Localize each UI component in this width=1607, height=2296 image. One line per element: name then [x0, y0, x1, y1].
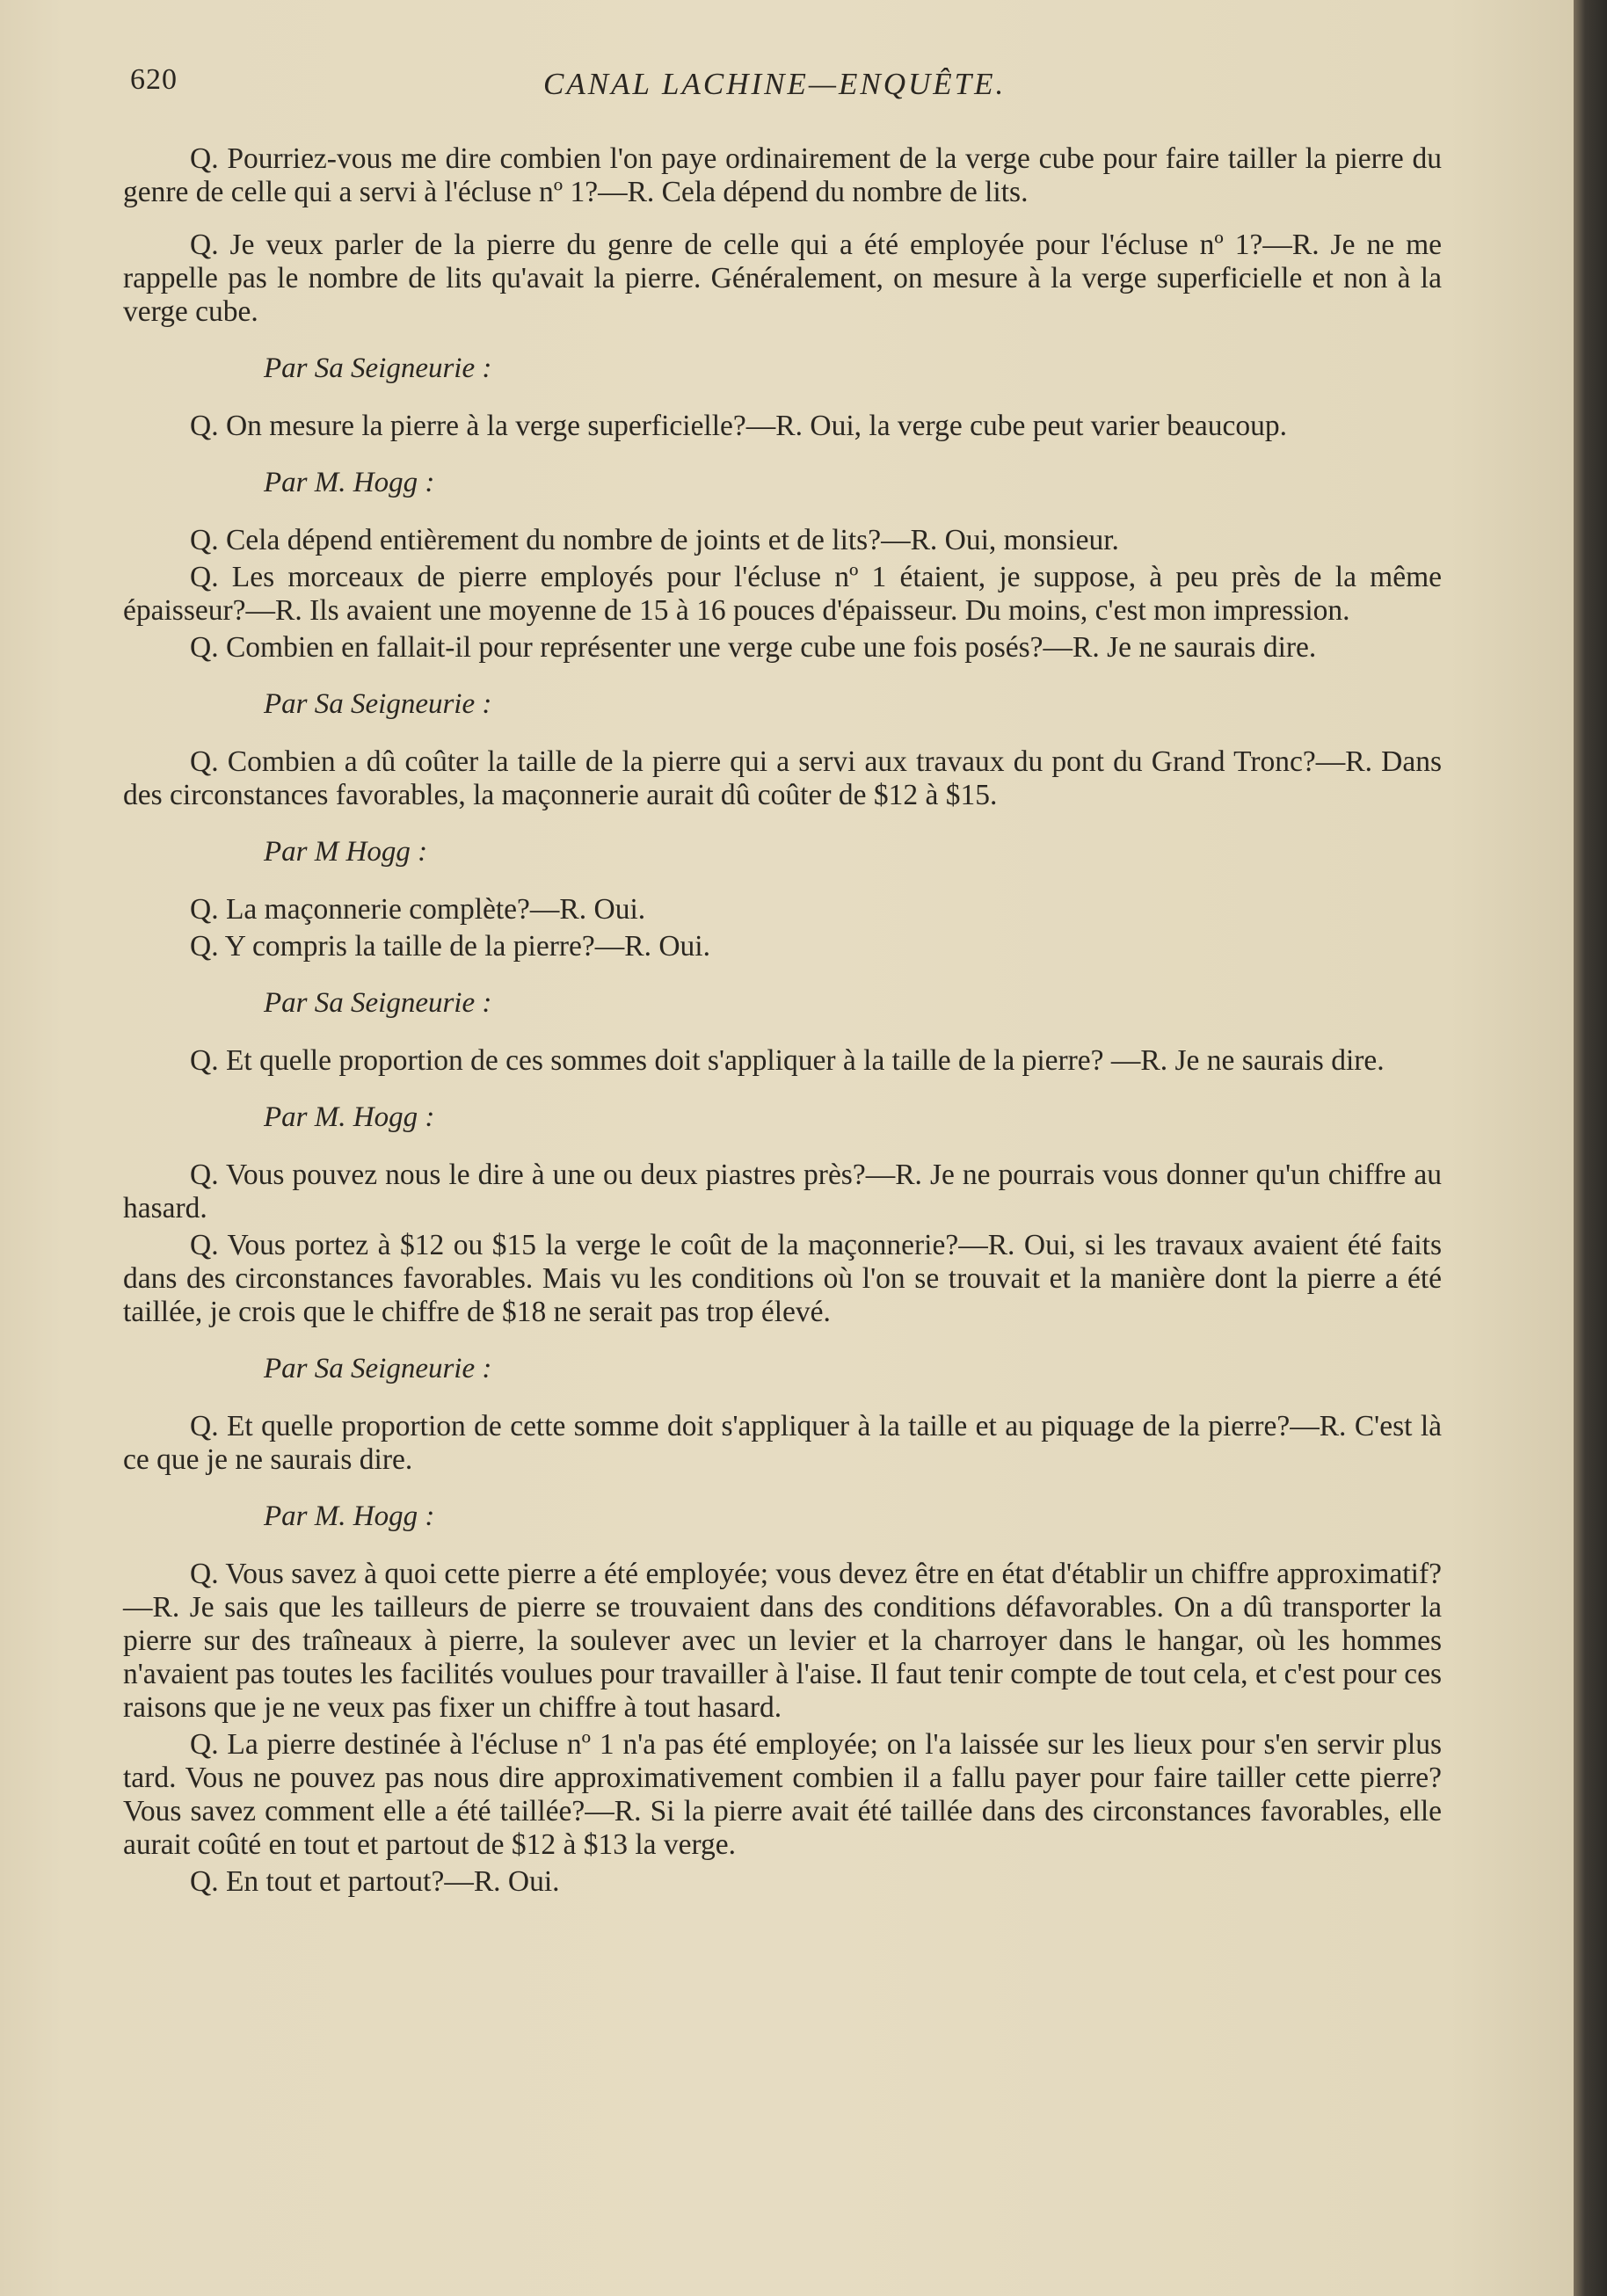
page-body [123, 142, 1442, 1918]
speaker-heading: Par M. Hogg : [264, 1500, 435, 1532]
testimony-paragraph: Q. On mesure la pierre à la verge superficielle?—R. Oui, la verge cube peut varier beaucoup. [190, 410, 1287, 442]
speaker-heading: Par Sa Seigneurie : [264, 688, 492, 720]
testimony-paragraph: Q. Les morceaux de pierre employés pour l'écluse nº 1 étaient, je suppose, à peu près de la même épaisseur?—R. Ils avaient une moyenne de 15 à 16 pouces d'épaisseur. Du moins, c'est mon impression. [123, 561, 1442, 627]
testimony-paragraph: Q. Et quelle proportion de ces sommes doit s'appliquer à la taille de la pierre? —R. Je ne saurais dire. [190, 1044, 1385, 1077]
testimony-paragraph: Q. Y compris la taille de la pierre?—R. Oui. [190, 930, 710, 963]
testimony-paragraph: Q. La pierre destinée à l'écluse nº 1 n'a pas été employée; on l'a laissée sur les lieux pour s'en servir plus tard. Vous ne pouvez pas nous dire approximativement combien il a fallu payer pour faire tailler cette pierre? Vous savez comment elle a été taillée?—R. Si la pierre avait été taillée dans des circonstances favorables, elle aurait coûté en tout et partout de $12 à $13 la verge. [123, 1728, 1442, 1861]
speaker-heading: Par M Hogg : [264, 836, 428, 868]
testimony-paragraph: Q. Et quelle proportion de cette somme doit s'appliquer à la taille et au piquage de la pierre?—R. C'est là ce que je ne saurais dire. [123, 1410, 1442, 1476]
testimony-paragraph: Q. En tout et partout?—R. Oui. [190, 1865, 560, 1898]
book-gutter [1574, 0, 1607, 2296]
testimony-paragraph: Q. La maçonnerie complète?—R. Oui. [190, 893, 646, 926]
testimony-paragraph: Q. Vous savez à quoi cette pierre a été employée; vous devez être en état d'établir un chiffre approximatif?—R. Je sais que les tailleurs de pierre se trouvaient dans des conditions défavorables. On a dû transporter la pierre sur des traîneaux à pierre, la soulever avec un levier et la charroyer dans le hangar, où les hommes n'avaient pas toutes les facilités voulues pour travailler à l'aise. Il faut tenir compte de tout cela, et c'est pour ces raisons que je ne veux pas fixer un chiffre à tout hasard. [123, 1558, 1442, 1724]
testimony-paragraph: Q. Je veux parler de la pierre du genre de celle qui a été employée pour l'écluse nº 1?—R. Je ne me rappelle pas le nombre de lits qu'avait la pierre. Généralement, on mesure à la verge superficielle et non à la verge cube. [123, 229, 1442, 328]
testimony-paragraph: Q. Cela dépend entièrement du nombre de joints et de lits?—R. Oui, monsieur. [190, 524, 1119, 556]
speaker-heading: Par Sa Seigneurie : [264, 352, 492, 384]
testimony-paragraph: Q. Vous pouvez nous le dire à une ou deux piastres près?—R. Je ne pourrais vous donner qu'un chiffre au hasard. [123, 1159, 1442, 1224]
testimony-paragraph: Q. Vous portez à $12 ou $15 la verge le coût de la maçonnerie?—R. Oui, si les travaux avaient été faits dans des circonstances favorables. Mais vu les conditions où l'on se trouvait et la manière dont la pierre a été taillée, je crois que le chiffre de $18 ne serait pas trop élevé. [123, 1229, 1442, 1328]
page-header [130, 63, 1449, 116]
speaker-heading: Par M. Hogg : [264, 467, 435, 498]
running-title: CANAL LACHINE—ENQUÊTE. [543, 67, 1007, 101]
testimony-paragraph: Q. Pourriez-vous me dire combien l'on paye ordinairement de la verge cube pour faire tailler la pierre du genre de celle qui a servi à l'écluse nº 1?—R. Cela dépend du nombre de lits. [123, 142, 1442, 208]
page-number: 620 [130, 63, 178, 96]
speaker-heading: Par Sa Seigneurie : [264, 1353, 492, 1384]
testimony-paragraph: Q. Combien a dû coûter la taille de la pierre qui a servi aux travaux du pont du Grand Tronc?—R. Dans des circonstances favorables, la maçonnerie aurait dû coûter de $12 à $15. [123, 745, 1442, 811]
speaker-heading: Par Sa Seigneurie : [264, 987, 492, 1019]
testimony-paragraph: Q. Combien en fallait-il pour représenter une verge cube une fois posés?—R. Je ne saurais dire. [190, 631, 1317, 664]
speaker-heading: Par M. Hogg : [264, 1101, 435, 1133]
